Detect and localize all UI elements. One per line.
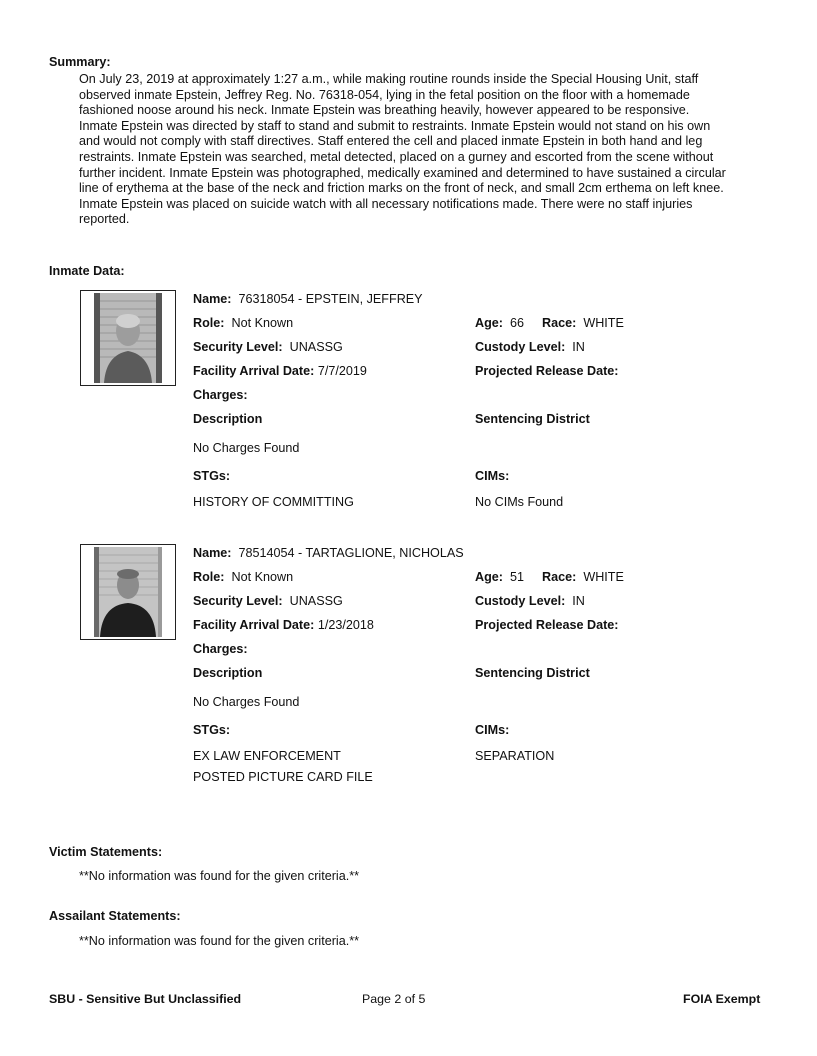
summary-line: and would not comply with staff directives. Staff entered the cell and placed inmate Epstein in both hand and leg [79, 134, 703, 149]
summary-line: fashioned noose around his neck. Inmate Epstein was breathing heavily, however appeared to be responsive. [79, 103, 690, 118]
mugshot-image [94, 547, 162, 637]
sentencing-district-label: Sentencing District [475, 412, 590, 426]
security-level-label: Security Level: [193, 340, 283, 354]
summary-text [79, 72, 769, 228]
role-label: Role: [193, 570, 225, 584]
facility-arrival-label: Facility Arrival Date: [193, 618, 315, 632]
mugshot-image [94, 293, 162, 383]
inmate-age: 51 [510, 570, 525, 584]
cims-label: CIMs: [475, 723, 510, 737]
charges-label: Charges: [193, 388, 248, 402]
inmate-name-field [193, 292, 423, 306]
assailant-statements-text: **No information was found for the given criteria.** [79, 934, 360, 948]
inmate-race: WHITE [583, 316, 624, 330]
summary-line: observed inmate Epstein, Jeffrey Reg. No. 76318-054, lying in the fetal position on the floor with a homemade [79, 87, 690, 102]
footer-foia: FOIA Exempt [683, 992, 761, 1006]
age-label: Age: [475, 316, 503, 330]
cim-item: SEPARATION [475, 749, 555, 763]
victim-statements-heading: Victim Statements: [49, 845, 163, 859]
sentencing-district-label: Sentencing District [475, 666, 590, 680]
summary-line: Inmate Epstein was placed on suicide watch with all necessary notifications made. There were no staff injuries [79, 196, 693, 211]
summary-line: further incident. Inmate Epstein was photographed, medically examined and determined to have sustained a circular [79, 165, 726, 180]
description-label: Description [193, 666, 263, 680]
name-label: Name: [193, 292, 232, 306]
inmate-age-race-field [475, 316, 624, 330]
inmate-custody-field [475, 594, 585, 608]
inmate-age: 66 [510, 316, 525, 330]
inmate-race: WHITE [583, 570, 624, 584]
summary-line: Inmate Epstein was directed by staff to stand and submit to restraints. Inmate Epstein would not stand on his own [79, 118, 711, 133]
inmate-custody-level: IN [572, 594, 585, 608]
summary-line: line of erythema at the base of the neck and friction marks on the front of neck, and small 2cm erthema on left knee. [79, 181, 724, 196]
inmate-custody-field [475, 340, 585, 354]
inmate-name-field [193, 546, 464, 560]
cims-label: CIMs: [475, 469, 510, 483]
summary-line: restraints. Inmate Epstein was searched, metal detected, placed on a gurney and escorted from the scene without [79, 149, 714, 164]
inmate-name: 76318054 - EPSTEIN, JEFFREY [238, 292, 423, 306]
victim-statements-text: **No information was found for the given criteria.** [79, 869, 360, 883]
inmate-photo [80, 290, 176, 386]
inmate-arrival-field [193, 618, 374, 632]
security-level-label: Security Level: [193, 594, 283, 608]
footer-page-number: Page 2 of 5 [362, 992, 426, 1006]
inmate-arrival-field [193, 364, 367, 378]
inmate-role: Not Known [231, 570, 294, 584]
stg-item: POSTED PICTURE CARD FILE [193, 770, 373, 784]
inmate-release-field [475, 618, 619, 632]
stgs-label: STGs: [193, 469, 231, 483]
stgs-label: STGs: [193, 723, 231, 737]
inmate-security-field [193, 594, 343, 608]
cim-item: No CIMs Found [475, 495, 564, 509]
description-label: Description [193, 412, 263, 426]
summary-line: reported. [79, 212, 130, 227]
charges-label: Charges: [193, 642, 248, 656]
inmate-security-level: UNASSG [289, 594, 343, 608]
footer-classification: SBU - Sensitive But Unclassified [49, 992, 242, 1006]
inmate-role-field [193, 316, 293, 330]
age-label: Age: [475, 570, 503, 584]
inmate-security-field [193, 340, 343, 354]
inmate-data-heading: Inmate Data: [49, 264, 125, 278]
inmate-custody-level: IN [572, 340, 585, 354]
projected-release-label: Projected Release Date: [475, 364, 619, 378]
assailant-statements-heading: Assailant Statements: [49, 909, 181, 923]
inmate-release-field [475, 364, 619, 378]
inmate-name: 78514054 - TARTAGLIONE, NICHOLAS [238, 546, 464, 560]
facility-arrival-label: Facility Arrival Date: [193, 364, 315, 378]
role-label: Role: [193, 316, 225, 330]
summary-line: On July 23, 2019 at approximately 1:27 a.m., while making routine rounds inside the Special Housing Unit, staff [79, 72, 699, 86]
race-label: Race: [542, 316, 577, 330]
inmate-security-level: UNASSG [289, 340, 343, 354]
stg-item: HISTORY OF COMMITTING [193, 495, 354, 509]
charges-value: No Charges Found [193, 695, 300, 709]
custody-level-label: Custody Level: [475, 340, 566, 354]
summary-heading: Summary: [49, 55, 111, 69]
inmate-role-field [193, 570, 293, 584]
inmate-arrival-date: 1/23/2018 [317, 618, 374, 632]
inmate-age-race-field [475, 570, 624, 584]
inmate-photo [80, 544, 176, 640]
projected-release-label: Projected Release Date: [475, 618, 619, 632]
inmate-arrival-date: 7/7/2019 [317, 364, 367, 378]
name-label: Name: [193, 546, 232, 560]
charges-value: No Charges Found [193, 441, 300, 455]
race-label: Race: [542, 570, 577, 584]
inmate-role: Not Known [231, 316, 294, 330]
custody-level-label: Custody Level: [475, 594, 566, 608]
stg-item: EX LAW ENFORCEMENT [193, 749, 341, 763]
